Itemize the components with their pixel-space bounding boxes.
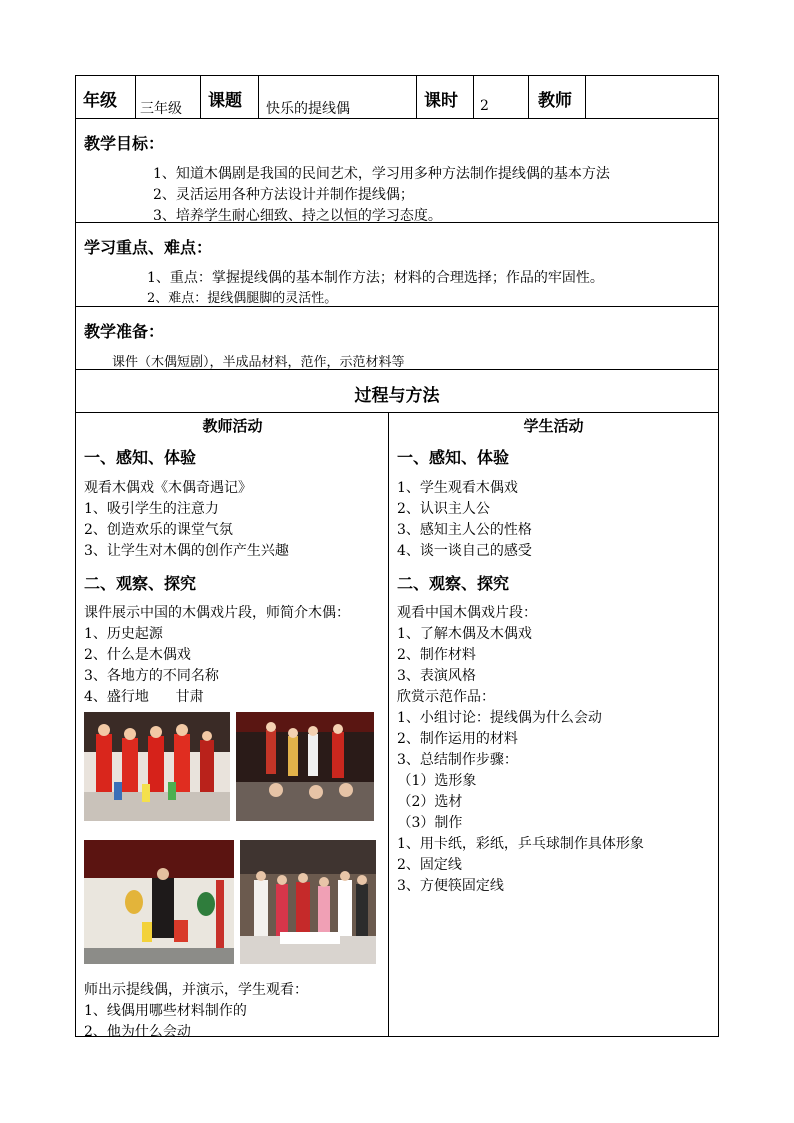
teacher-s2-line: 1、历史起源 [84,626,163,642]
teacher-label-cell [529,76,586,118]
puppet-show-photo-1 [84,712,230,821]
student-s2-line: 1、了解木偶及木偶戏 [397,626,532,642]
teacher-s2-line: 2、什么是木偶戏 [84,647,191,663]
teacher-s2-title: 二、观察、探究 [84,574,197,593]
topic-value: 快乐的提线偶 [266,101,350,117]
student-s2-line: 3、总结制作步骤： [397,752,518,768]
student-s1-line: 2、认识主人公 [397,501,490,517]
grade-value-cell [136,76,201,118]
prep-title: 教学准备： [84,322,165,341]
topic-label: 课题 [208,91,242,111]
student-heading: 学生活动 [523,417,584,435]
puppet-show-photo-2 [236,712,374,821]
keypoint-item: 2、难点：提线偶腿脚的灵活性。 [147,291,338,306]
student-s2-title: 二、观察、探究 [397,574,510,593]
student-column [389,413,718,1036]
teacher-s2-line: 4、盛行地 甘肃 [84,689,204,705]
student-s2-line: 1、用卡纸，彩纸，乒乓球制作具体形象 [397,836,644,852]
teacher-heading: 教师活动 [202,417,263,435]
goal-item: 1、知道木偶剧是我国的民间艺术，学习用多种方法制作提线偶的基本方法 [153,166,610,182]
student-s1-line: 3、感知主人公的性格 [397,522,532,538]
teacher-s1-title: 一、感知、体验 [84,448,197,467]
process-title: 过程与方法 [354,386,440,406]
prep-text: 课件（木偶短剧），半成品材料，范作，示范材料等 [112,355,405,370]
hours-value: 2 [480,98,489,114]
puppet-show-photo-3 [84,840,234,964]
student-s2-line: （1）选形象 [393,773,477,789]
teacher-s2-line: 3、各地方的不同名称 [84,668,219,684]
grade-label-cell [76,76,136,118]
teacher-s1-line: 观看木偶戏《木偶奇遇记》 [84,480,252,496]
student-s2-line: 3、方便筷固定线 [397,878,504,894]
puppet-show-photo-4 [240,840,376,964]
teacher-column [76,413,389,1040]
topic-label-cell [201,76,259,118]
student-s2-line: 欣赏示范作品： [397,689,495,705]
student-s2-line: 2、制作运用的材料 [397,731,518,747]
student-s2-line: 2、制作材料 [397,647,476,663]
student-s1-line: 4、谈一谈自己的感受 [397,543,532,559]
teacher-value-cell [586,76,718,118]
teacher-after-line: 1、线偶用哪些材料制作的 [84,1003,247,1019]
teacher-s2-line: 课件展示中国的木偶戏片段，师简介木偶： [84,605,350,621]
student-s1-line: 1、学生观看木偶戏 [397,480,518,496]
topic-value-cell [259,76,417,118]
student-s2-line: 1、小组讨论：提线偶为什么会动 [397,710,602,726]
keypoints-section [76,223,718,307]
goals-title: 教学目标： [84,134,165,153]
lesson-plan-table [75,75,719,1040]
student-s1-title: 一、感知、体验 [397,448,510,467]
student-s2-line: 3、表演风格 [397,668,476,684]
teacher-s1-line: 3、让学生对木偶的创作产生兴趣 [84,543,289,559]
header-row [76,76,718,119]
hours-label: 课时 [424,91,458,111]
goal-item: 2、灵活运用各种方法设计并制作提线偶； [153,187,414,203]
teacher-label: 教师 [538,91,572,111]
student-s2-line: （3）制作 [393,815,463,831]
process-title-row [76,370,718,413]
teacher-s1-line: 2、创造欢乐的课堂气氛 [84,522,233,538]
student-s2-line: （2）选材 [393,794,463,810]
teacher-after-line: 师出示提线偶，并演示，学生观看： [84,982,308,998]
hours-value-cell [474,76,529,118]
teacher-after-line: 2、他为什么会动 [84,1024,191,1040]
student-s2-line: 观看中国木偶戏片段： [397,605,537,621]
keypoints-title: 学习重点、难点： [84,238,213,257]
grade-label: 年级 [83,91,117,111]
grade-value: 三年级 [140,101,182,117]
prep-section [76,307,718,370]
teacher-s1-line: 1、吸引学生的注意力 [84,501,219,517]
keypoint-item: 1、重点：掌握提线偶的基本制作方法；材料的合理选择；作品的牢固性。 [147,270,604,286]
goal-item: 3、培养学生耐心细致、持之以恒的学习态度。 [153,208,442,224]
hours-label-cell [417,76,474,118]
activities-body [76,413,718,1040]
goals-section [76,119,718,223]
student-s2-line: 2、固定线 [397,857,462,873]
